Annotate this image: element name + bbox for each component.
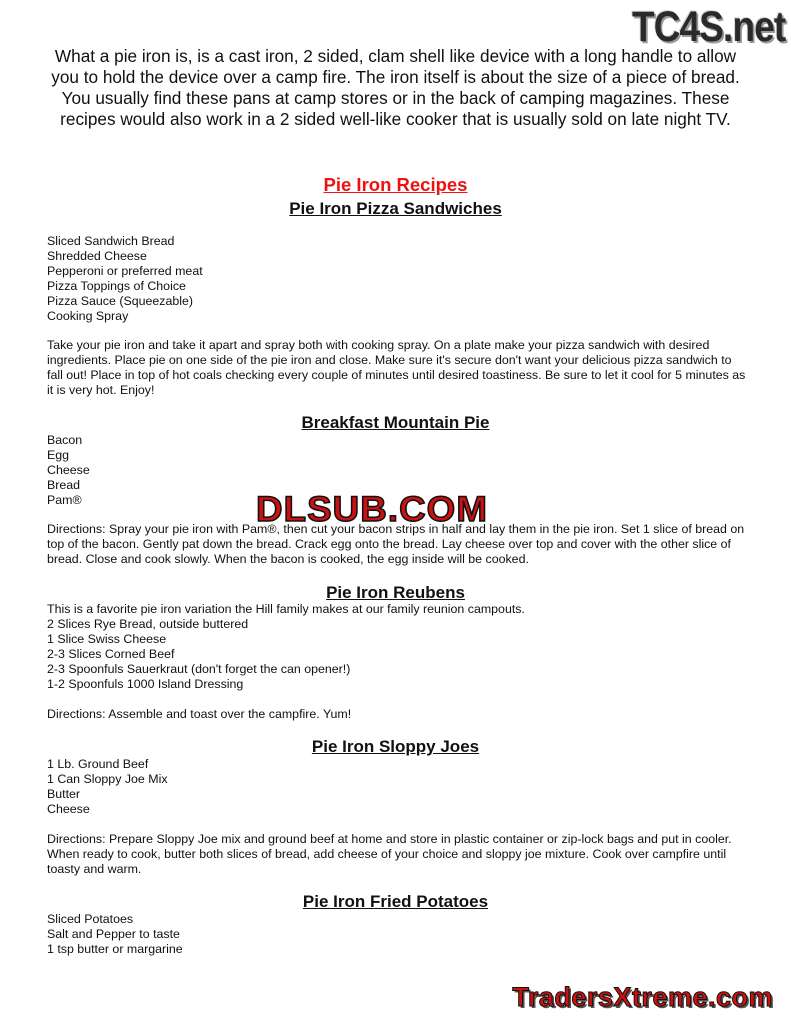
watermark-tradersxtreme: TradersXtreme.com	[512, 982, 773, 1012]
ingredient-item: Salt and Pepper to taste	[47, 927, 180, 941]
directions-reubens: Directions: Assemble and toast over the campfire. Yum!	[47, 707, 352, 721]
ingredient-item: Pizza Sauce (Squeezable)	[47, 294, 194, 308]
ingredient-list-pizza	[47, 234, 747, 324]
ingredient-item: Cheese	[47, 463, 90, 477]
ingredient-item: Pam®	[47, 493, 82, 507]
ingredient-list-sloppy-joes	[47, 757, 747, 817]
ingredient-item: Pizza Toppings of Choice	[47, 279, 186, 293]
intro-paragraph: What a pie iron is, is a cast iron, 2 sided, clam shell like device with a long handle to allow you to hold the device over a camp fire. The iron itself is about the size of a piece of bread. You usually find these pans at camp stores or in the back of camping magazines. These recipes would also work in a 2 sided well-like cooker that is usually sold on late night TV.	[51, 46, 740, 129]
ingredient-item: 1 Can Sloppy Joe Mix	[47, 772, 168, 786]
directions-sloppy-joes: Directions: Prepare Sloppy Joe mix and ground beef at home and store in plastic container or zip-lock bags and put in cooler. When ready to cook, butter both slices of bread, add cheese of your choice and sloppy joe mixture. Cook over campfire until toasty and warm.	[47, 832, 732, 876]
ingredient-item: Egg	[47, 448, 70, 462]
recipe-title-fried-potatoes: Pie Iron Fried Potatoes	[302, 892, 489, 911]
watermark-tc4s: TC4S.net	[631, 3, 785, 51]
recipe-title-pizza-sandwiches: Pie Iron Pizza Sandwiches	[289, 199, 502, 218]
ingredient-item: Shredded Cheese	[47, 249, 147, 263]
ingredient-item: 1-2 Spoonfuls 1000 Island Dressing	[47, 677, 244, 691]
ingredient-item: Sliced Potatoes	[47, 912, 134, 926]
directions-pizza: Take your pie iron and take it apart and spray both with cooking spray. On a plate make your pizza sandwich with desired ingredients. Place pie on one side of the pie iron and close. Make sure it's secure don't want your delicious pizza sandwich to fall out! Place in top of hot coals checking every couple of minutes until desired toastiness. Be sure to let it cool for 5 minutes as it is very hot. Enjoy!	[47, 338, 746, 397]
ingredient-item: 2 Slices Rye Bread, outside buttered	[47, 617, 249, 631]
ingredient-item: 1 Lb. Ground Beef	[47, 757, 149, 771]
ingredient-item: Pepperoni or preferred meat	[47, 264, 203, 278]
ingredient-item: 2-3 Slices Corned Beef	[47, 647, 175, 661]
ingredient-item: 2-3 Spoonfuls Sauerkraut (don't forget the can opener!)	[47, 662, 351, 676]
page-title: Pie Iron Recipes	[323, 174, 468, 195]
ingredient-item: Butter	[47, 787, 81, 801]
ingredient-list-fried-potatoes	[47, 912, 747, 957]
watermark-dlsub: DLSUB.COM	[256, 490, 488, 529]
directions-breakfast: Directions: Spray your pie iron with Pam®, then cut your bacon strips in half and lay them in the pie iron. Set 1 slice of bread on top of the bacon. Gently pat down the bread. Crack egg onto the bread. Lay cheese over top and cover with the other slice of bread. Close and cook slowly. When the bacon is cooked, the egg inside will be cooked.	[47, 522, 745, 566]
ingredient-item: Cheese	[47, 802, 90, 816]
recipe-title-reubens: Pie Iron Reubens	[326, 583, 465, 602]
ingredient-item: Cooking Spray	[47, 309, 129, 323]
recipe-intro: This is a favorite pie iron variation the Hill family makes at our family reunion campouts.	[47, 602, 525, 616]
recipe-title-breakfast-mountain-pie: Breakfast Mountain Pie	[301, 413, 490, 432]
ingredient-item: Bacon	[47, 433, 83, 447]
ingredient-list-reubens	[47, 602, 747, 692]
ingredient-item: Bread	[47, 478, 81, 492]
ingredient-item: Sliced Sandwich Bread	[47, 234, 175, 248]
ingredient-item: 1 tsp butter or margarine	[47, 942, 183, 956]
recipe-title-sloppy-joes: Pie Iron Sloppy Joes	[311, 737, 480, 756]
ingredient-item: 1 Slice Swiss Cheese	[47, 632, 167, 646]
